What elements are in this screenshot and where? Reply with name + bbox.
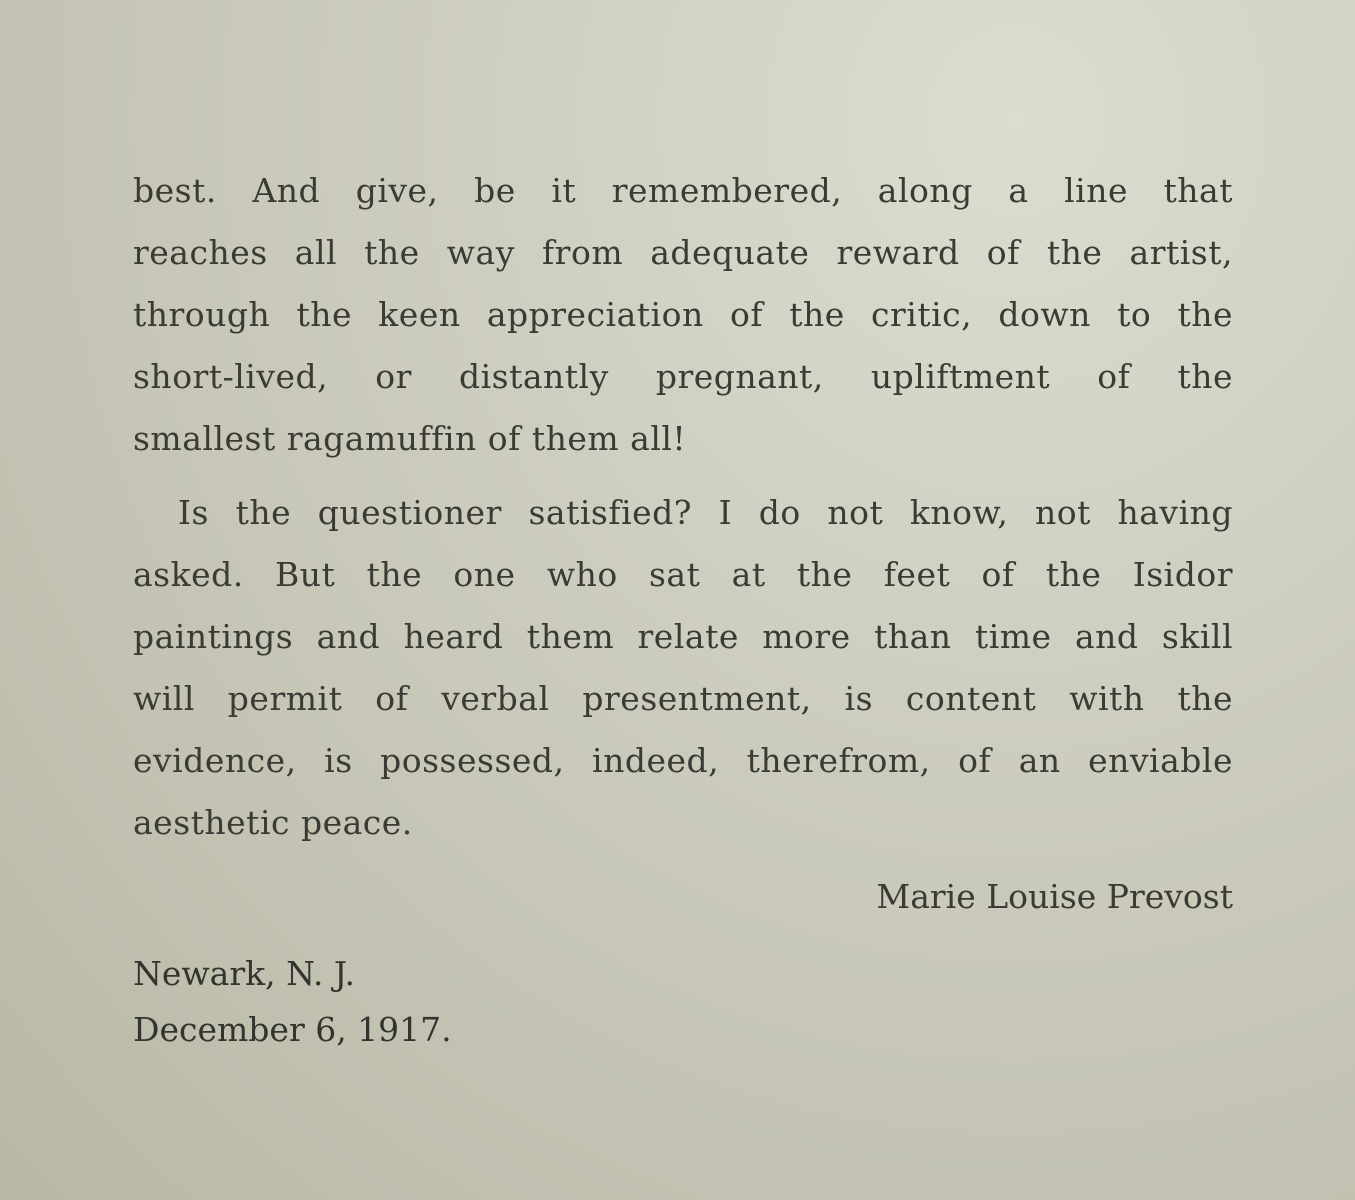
text-line: Is the questioner satisfied? I do not know, not having [178,493,1233,532]
place: Newark, N. J. [133,954,355,993]
text-line: through the keen appreciation of the critic, down to the [133,295,1233,334]
text-line: aesthetic peace. [133,803,413,842]
document-page [133,160,1233,1058]
text-line: smallest ragamuffin of them all! [133,419,687,458]
paragraph-2 [133,482,1233,854]
text-line: paintings and heard them relate more than time and skill [133,617,1233,656]
paragraph-1 [133,160,1233,470]
text-line: evidence, is possessed, indeed, therefrom, of an enviable [133,741,1233,780]
text-line: short-lived, or distantly pregnant, upliftment of the [133,357,1233,396]
date: December 6, 1917. [133,1010,452,1049]
text-line: reaches all the way from adequate reward of the artist, [133,233,1233,272]
text-line: asked. But the one who sat at the feet of the Isidor [133,555,1233,594]
signature: Marie Louise Prevost [876,877,1233,916]
text-line: will permit of verbal presentment, is content with the [133,679,1233,718]
text-line: best. And give, be it remembered, along a line that [133,171,1233,210]
